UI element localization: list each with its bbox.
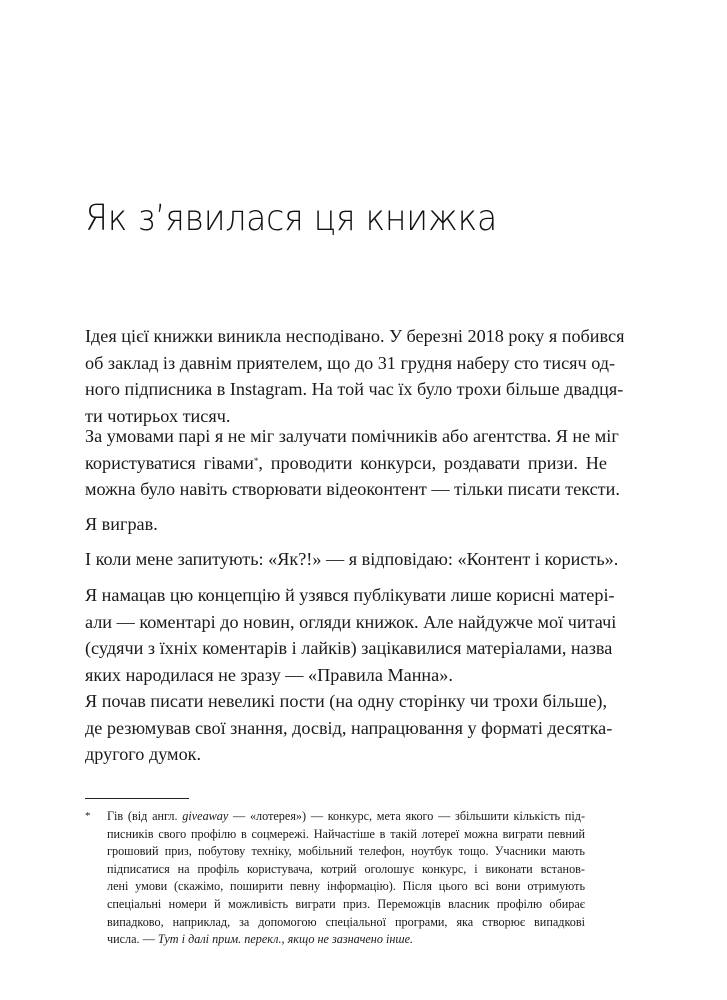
- text-line: Я виграв.: [85, 514, 158, 534]
- text-line: можна було навіть створювати відеоконтент — тільки писати тексти.: [85, 479, 620, 499]
- text-fragment-italic: giveaway: [182, 809, 229, 823]
- footnote-divider: [85, 798, 189, 799]
- text-fragment: користуватися гівами: [85, 452, 254, 473]
- text-line: За умовами парі я не міг залучати помічників або агентства. Я не міг: [85, 426, 619, 446]
- text-fragment: , проводити конкурси, роздавати призи. Не: [258, 452, 608, 473]
- text-line: (судячи з їхніх коментарів і лайків) зацікавилися матеріалами, назва: [85, 638, 613, 658]
- footnote-line: грошовий приз, побутову техніку, мобільний телефон, ноутбук тощо. Учасники мають: [107, 844, 585, 859]
- text-line: ного підписника в Instagram. На той час їх було трохи більше двадця-: [85, 379, 624, 399]
- footnote-text: [107, 808, 585, 949]
- text-fragment: Гів (від англ.: [107, 809, 183, 823]
- text-line: другого думок.: [85, 744, 202, 764]
- text-fragment: числа. —: [107, 932, 158, 947]
- footnote-line: писників свого профілю в соцмережі. Найчастіше в такій лотереї можна виграти певний: [107, 826, 585, 841]
- text-line: Я намацав цю концепцію й узявся публікувати лише корисні матері-: [85, 585, 615, 605]
- footnote-line: підписатися на профіль користувача, котрий оголошує конкурс, і виконати встанов-: [107, 861, 585, 876]
- text-line: ти чотирьох тисяч.: [85, 405, 231, 426]
- footnote-line: [107, 808, 585, 826]
- footnote-marker: *: [85, 810, 91, 822]
- paragraph-5: [85, 582, 617, 688]
- paragraph-1: [85, 323, 625, 429]
- footnote-line: випадково, наприклад, за допомогою спеціальної програми, яка створює випадкові: [107, 914, 585, 929]
- paragraph-3: [85, 511, 158, 538]
- paragraph-4: [85, 546, 618, 573]
- text-line: [85, 450, 607, 477]
- text-fragment: — «лотерея») — конкурс, мета якого — збільшити кількість під-: [228, 809, 585, 823]
- text-line: де резюмував свої знання, досвід, напрацювання у форматі десятка-: [85, 717, 613, 738]
- paragraph-2: [85, 423, 620, 503]
- text-line: яких народилася не зразу — «Правила Манна».: [85, 664, 453, 685]
- text-line: Я почав писати невеликі пости (на одну сторінку чи трохи більше),: [85, 691, 607, 711]
- text-fragment-italic: Тут і далі прим. перекл., якщо не зазначено інше.: [157, 932, 414, 947]
- chapter-title: Як з’явилася ця книжка: [85, 198, 498, 239]
- footnote-line: спеціальні номери й можливість виграти приз. Переможців власник профілю обирає: [107, 896, 585, 911]
- text-line: об заклад із давнім приятелем, що до 31 грудня наберу сто тисяч од-: [85, 352, 616, 373]
- footnote-line: лені умови (скажімо, поширити певну інформацію). Після цього всі вони отримують: [107, 879, 585, 894]
- text-line: Ідея цієї книжки виникла несподівано. У березні 2018 року я побився: [85, 326, 625, 346]
- footnote-line: [107, 931, 585, 949]
- footnote-reference[interactable]: *: [253, 455, 259, 466]
- text-line: али — коментарі до новин, огляди книжок. Але найдужче мої читачі: [85, 611, 617, 632]
- paragraph-6: [85, 688, 613, 768]
- text-line: І коли мене запитують: «Як?!» — я відповідаю: «Контент і користь».: [85, 549, 619, 569]
